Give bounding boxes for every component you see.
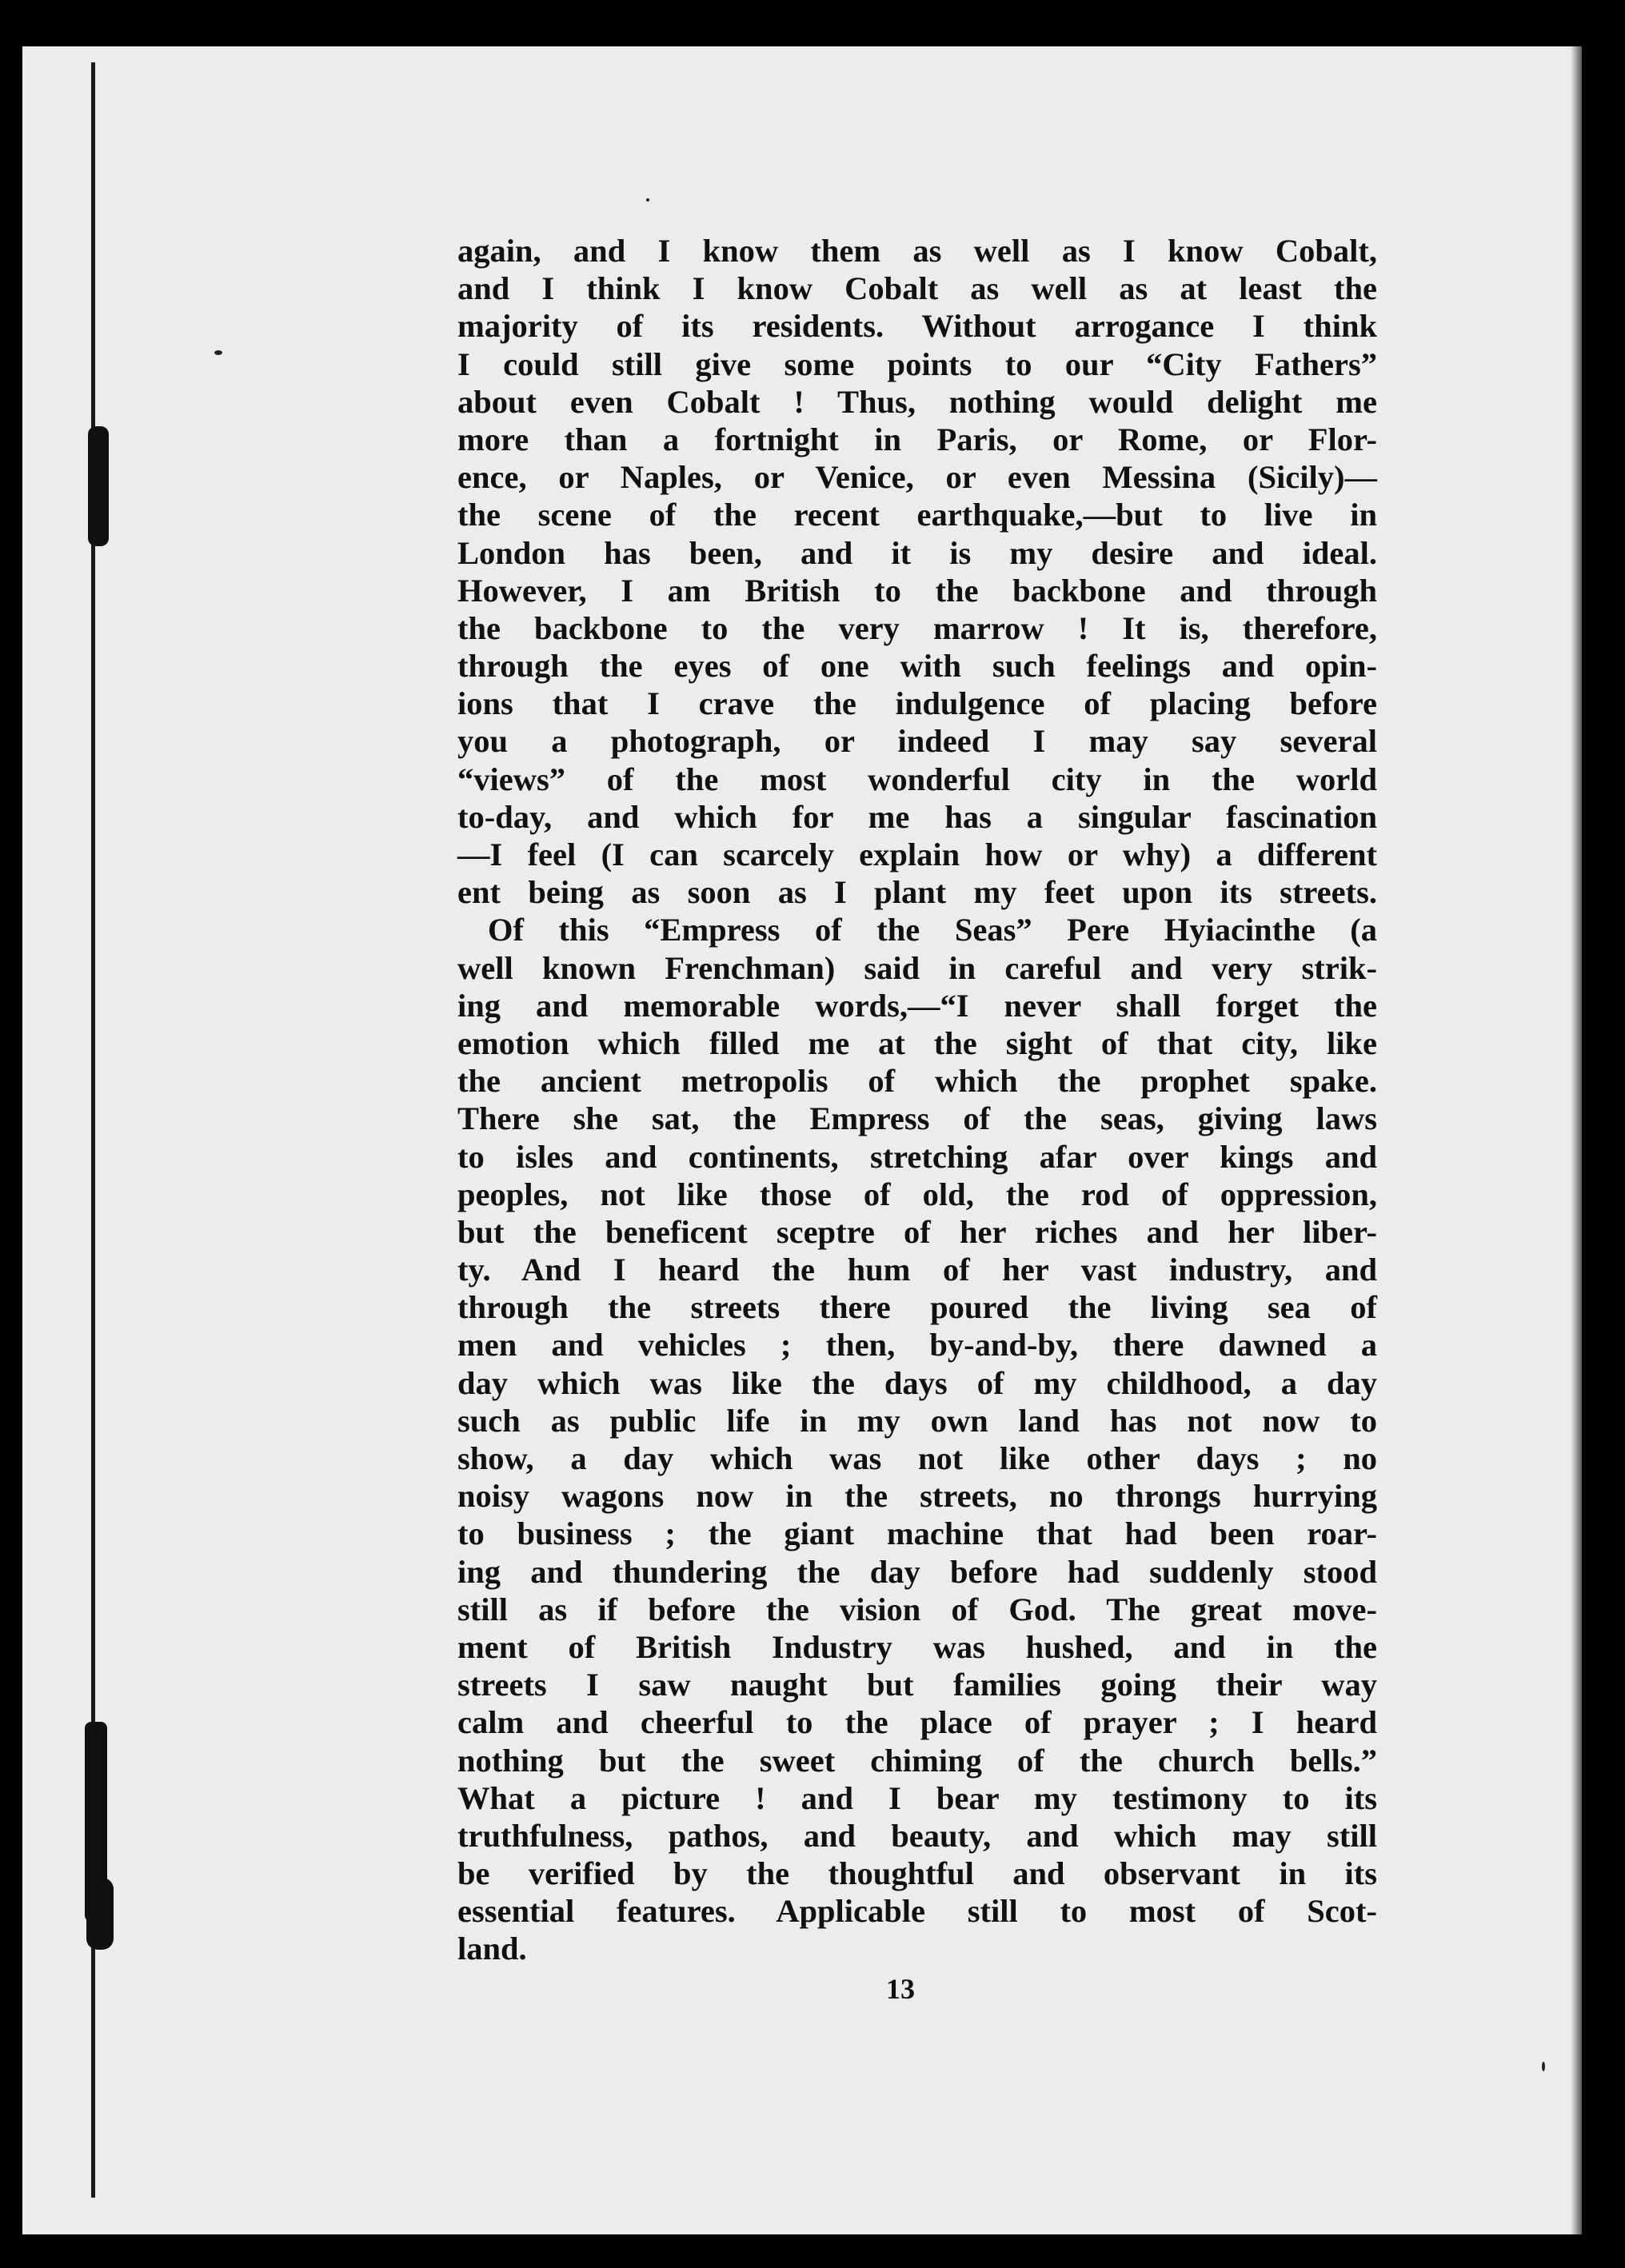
page-number: 13 — [886, 1973, 915, 2005]
text-line: ty. And I heard the hum of her vast industry, and — [457, 1252, 1377, 1288]
text-line: to isles and continents, stretching afar over kings and — [457, 1138, 1377, 1175]
text-line: However, I am British to the backbone and through — [457, 572, 1377, 609]
paragraph-start-line: Of this “Empress of the Seas” Pere Hyiacinthe (a — [488, 912, 1377, 948]
text-line: to-day, and which for me has a singular fascination — [457, 798, 1377, 835]
text-line: day which was like the days of my childhood, a day — [457, 1364, 1377, 1401]
text-line: still as if before the vision of God. The great move- — [457, 1591, 1377, 1627]
text-line: through the eyes of one with such feelings and opin- — [457, 648, 1377, 685]
text-line: the scene of the recent earthquake,—but to live in — [457, 497, 1377, 533]
text-line: calm and cheerful to the place of prayer ; I heard — [457, 1704, 1377, 1741]
text-line: peoples, not like those of old, the rod of oppression, — [457, 1176, 1377, 1212]
text-line: “views” of the most wonderful city in the world — [457, 761, 1377, 797]
scan-speck — [646, 198, 649, 202]
text-line: through the streets there poured the living sea of — [457, 1289, 1377, 1326]
text-line: be verified by the thoughtful and observant in its — [457, 1855, 1377, 1892]
text-line: streets I saw naught but families going their way — [457, 1667, 1377, 1703]
binding-mark-top — [88, 426, 109, 546]
text-line: land. — [457, 1931, 527, 1967]
text-line: again, and I know them as well as I know Cobalt, — [457, 233, 1377, 269]
body-text — [457, 232, 1377, 1968]
text-line: ence, or Naples, or Venice, or even Messina (Sicily)— — [457, 459, 1377, 496]
text-line: the ancient metropolis of which the prophet spake. — [457, 1063, 1377, 1100]
text-line: noisy wagons now in the streets, no throngs hurrying — [457, 1478, 1377, 1515]
text-line: to business ; the giant machine that had been roar- — [457, 1515, 1377, 1552]
text-line: emotion which filled me at the sight of that city, like — [457, 1024, 1377, 1061]
text-line: nothing but the sweet chiming of the church bells.” — [457, 1742, 1377, 1779]
text-line: but the beneficent sceptre of her riches and her liber- — [457, 1213, 1377, 1250]
text-line: ions that I crave the indulgence of placing before — [457, 685, 1377, 722]
text-line: more than a fortnight in Paris, or Rome, or Flor- — [457, 421, 1377, 457]
text-line: What a picture ! and I bear my testimony to its — [457, 1779, 1377, 1816]
scan-speck — [214, 350, 222, 355]
text-line: ing and memorable words,—“I never shall forget the — [457, 987, 1377, 1024]
text-line: well known Frenchman) said in careful and very strik- — [457, 949, 1377, 986]
page-edge-shadow — [1571, 46, 1582, 2234]
text-line: majority of its residents. Without arrogance I think — [457, 308, 1377, 345]
text-line: you a photograph, or indeed I may say several — [457, 723, 1377, 760]
text-line: truthfulness, pathos, and beauty, and which may still — [457, 1817, 1377, 1854]
text-line: such as public life in my own land has not now to — [457, 1402, 1377, 1439]
text-line: —I feel (I can scarcely explain how or why) a different — [457, 837, 1377, 872]
text-line: show, a day which was not like other days ; no — [457, 1440, 1377, 1476]
scanned-page — [22, 46, 1582, 2234]
text-line: There she sat, the Empress of the seas, giving laws — [457, 1100, 1377, 1137]
text-line: ing and thundering the day before had suddenly stood — [457, 1553, 1377, 1590]
text-line: the backbone to the very marrow ! It is, therefore, — [457, 609, 1377, 646]
text-line: essential features. Applicable still to most of Scot- — [457, 1893, 1377, 1930]
text-line: ment of British Industry was hushed, and in the — [457, 1628, 1377, 1665]
binding-mark-clip — [86, 1878, 114, 1950]
text-line: about even Cobalt ! Thus, nothing would delight me — [457, 383, 1377, 420]
text-line: men and vehicles ; then, by-and-by, there dawned a — [457, 1327, 1377, 1364]
scan-speck — [1542, 2062, 1545, 2071]
text-line: I could still give some points to our “City Fathers” — [457, 345, 1377, 382]
text-line: and I think I know Cobalt as well as at least the — [457, 270, 1377, 307]
text-line: ent being as soon as I plant my feet upon its streets. — [457, 874, 1377, 911]
text-line: London has been, and it is my desire and ideal. — [457, 534, 1377, 571]
